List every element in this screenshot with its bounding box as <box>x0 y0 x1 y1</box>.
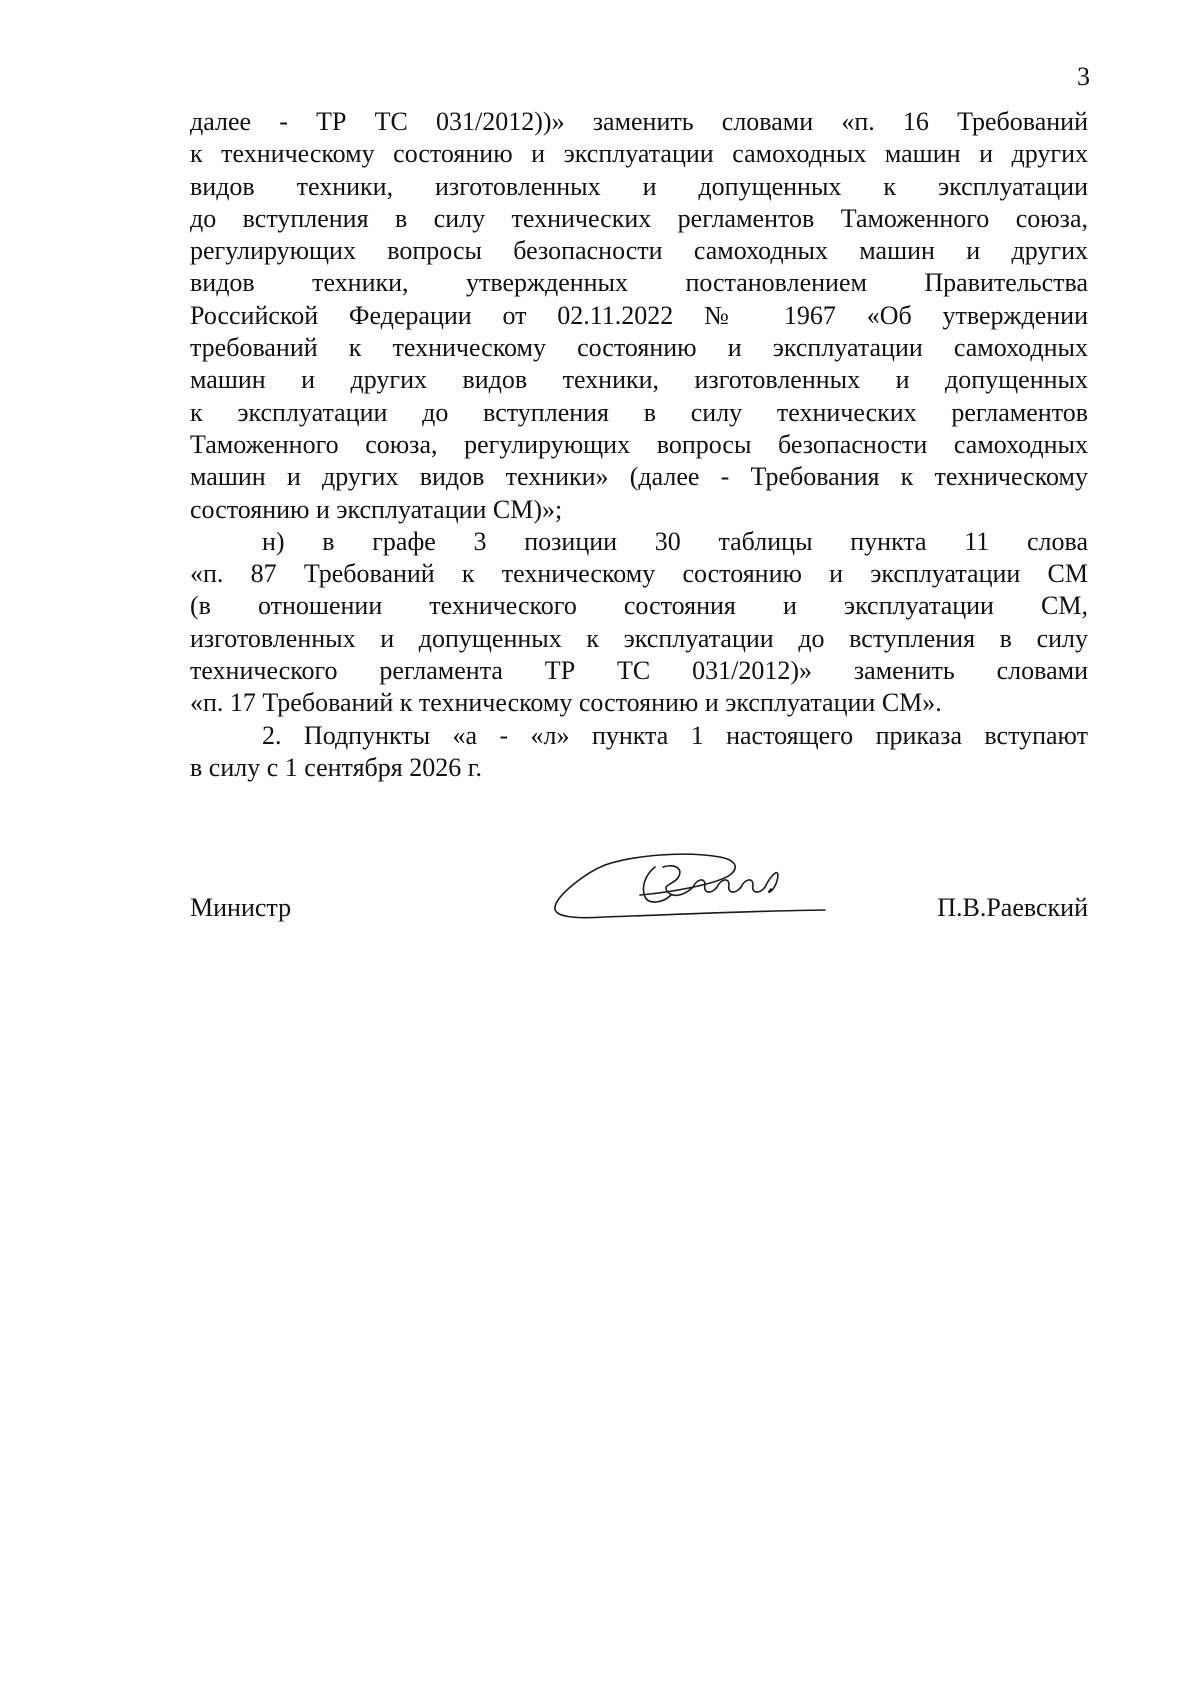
text-line: Российской Федерации от 02.11.2022 № 1967 «Об утверждении <box>190 300 1088 330</box>
signature-block <box>190 845 1088 935</box>
text-line: 2. Подпункты «а - «л» пункта 1 настоящего приказа вступают <box>262 720 1088 750</box>
text-line: в силу с 1 сентября 2026 г. <box>190 752 482 782</box>
text-line: видов техники, изготовленных и допущенных к эксплуатации <box>190 171 1088 201</box>
text-line: к техническому состоянию и эксплуатации самоходных машин и других <box>190 139 1088 169</box>
text-line: требований к техническому состоянию и эксплуатации самоходных <box>190 333 1088 363</box>
text-line: н) в графе 3 позиции 30 таблицы пункта 11 слова <box>262 526 1088 556</box>
handwritten-signature <box>545 845 845 925</box>
text-line: технического регламента ТР ТС 031/2012)» заменить словами <box>190 656 1088 686</box>
text-line: машин и других видов техники» (далее - Требования к техническому <box>190 462 1088 492</box>
page-number: 3 <box>1077 62 1090 91</box>
text-line: (в отношении технического состояния и эксплуатации СМ, <box>190 591 1088 621</box>
text-line: изготовленных и допущенных к эксплуатации до вступления в силу <box>190 623 1088 653</box>
text-line: далее - ТР ТС 031/2012))» заменить словами «п. 16 Требований <box>190 107 1088 136</box>
signatory-position: Министр <box>190 893 292 922</box>
text-line: к эксплуатации до вступления в силу технических регламентов <box>190 397 1088 427</box>
text-line: видов техники, утвержденных постановлением Правительства <box>190 268 1088 298</box>
text-line: машин и других видов техники, изготовленных и допущенных <box>190 365 1088 395</box>
text-line: Таможенного союза, регулирующих вопросы безопасности самоходных <box>190 429 1088 459</box>
text-line: регулирующих вопросы безопасности самоходных машин и других <box>190 236 1088 266</box>
text-line: до вступления в силу технических регламентов Таможенного союза, <box>190 203 1088 233</box>
text-line: «п. 87 Требований к техническому состоянию и эксплуатации СМ <box>190 559 1088 589</box>
text-line: «п. 17 Требований к техническому состоянию и эксплуатации СМ». <box>190 688 942 718</box>
signatory-name: П.В.Раевский <box>937 893 1088 922</box>
text-line: состоянию и эксплуатации СМ)»; <box>190 494 563 524</box>
document-body <box>190 106 1088 784</box>
